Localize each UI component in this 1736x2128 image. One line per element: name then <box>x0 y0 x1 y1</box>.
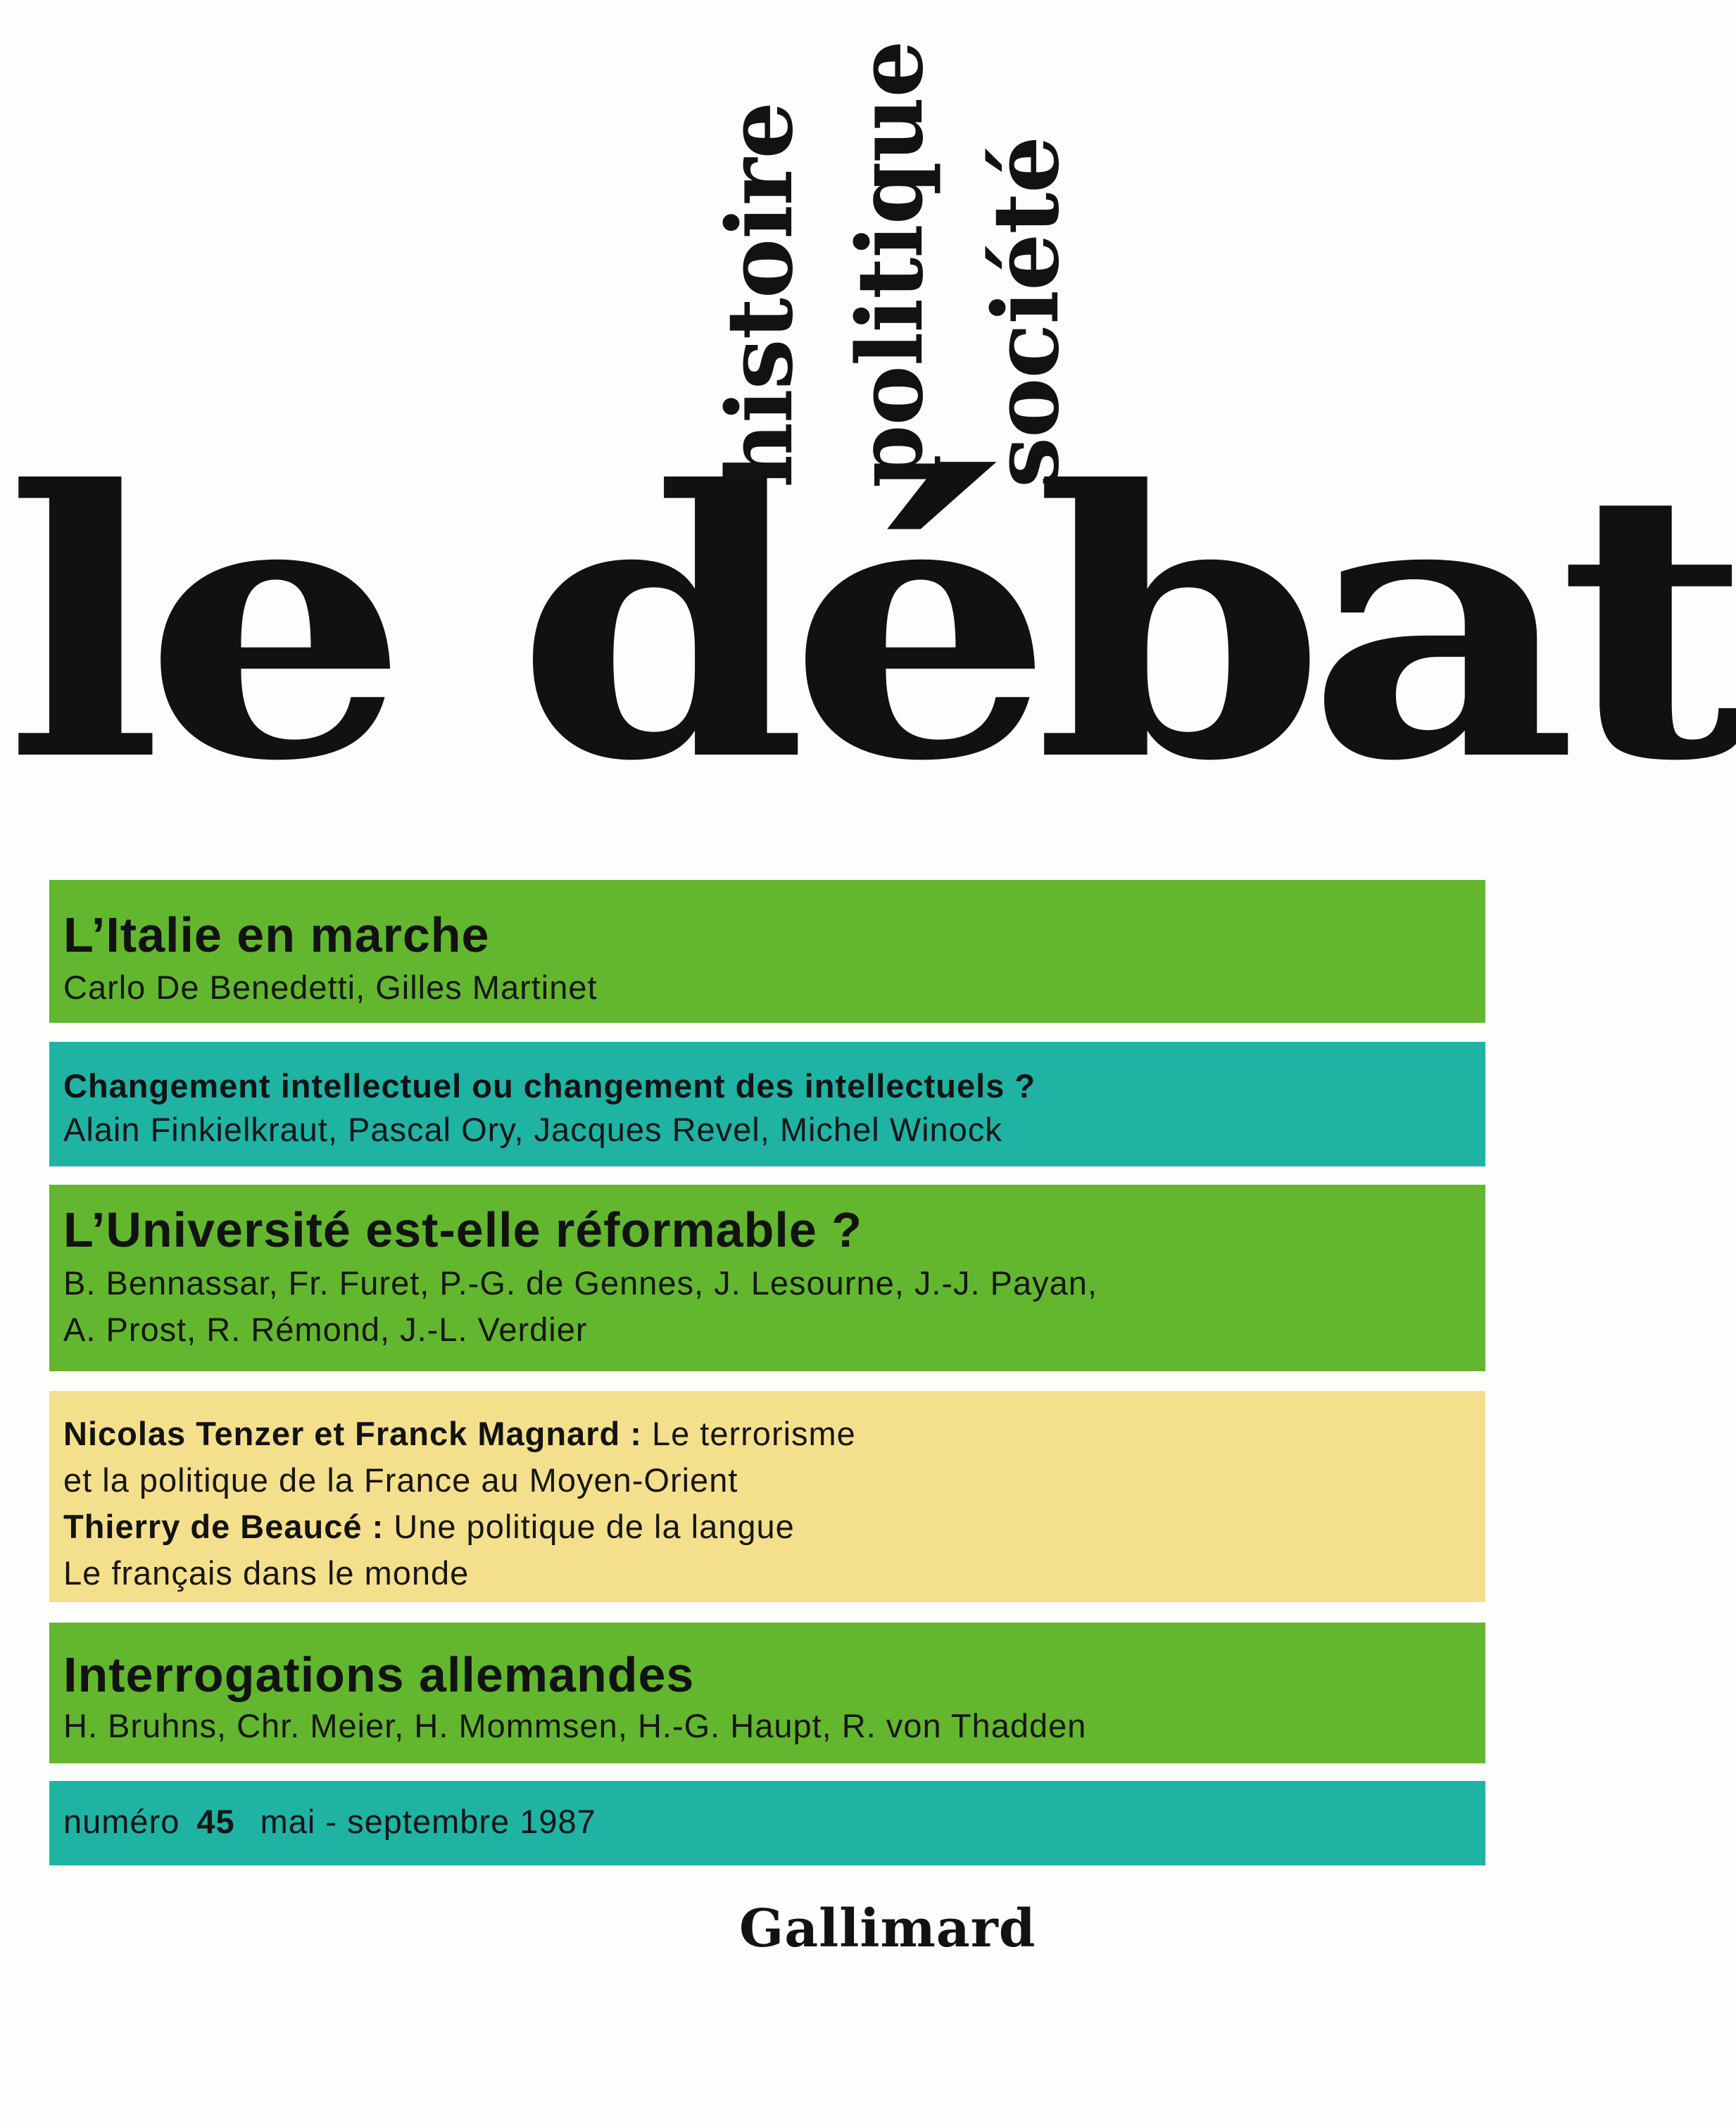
article-1-line2: et la politique de la France au Moyen-Orient <box>63 1461 738 1499</box>
article-2-line2: Le français dans le monde <box>63 1554 470 1592</box>
subtitle-word-histoire: histoire <box>707 102 813 488</box>
section-italie <box>49 880 1485 1023</box>
issue-number: 45 <box>196 1803 235 1840</box>
issue-period: mai - septembre 1987 <box>260 1803 596 1840</box>
article-2-author: Thierry de Beaucé : <box>63 1508 384 1545</box>
masthead-title: le débat <box>4 411 1732 841</box>
article-2-title: Une politique de la langue <box>384 1508 795 1545</box>
subtitle-word-politique: politique <box>838 41 943 488</box>
publisher-name: Gallimard <box>739 1899 1036 1959</box>
section-heading: L’Université est-elle réformable ? <box>63 1202 862 1257</box>
article-1-line1 <box>63 1411 1485 1457</box>
issue-band <box>49 1781 1485 1865</box>
section-changement <box>49 1042 1485 1166</box>
article-1-author: Nicolas Tenzer et Franck Magnard : <box>63 1415 642 1452</box>
section-authors-line1: B. Bennassar, Fr. Furet, P.-G. de Gennes, J. Lesourne, J.-J. Payan, <box>63 1264 1097 1302</box>
section-authors-line2: A. Prost, R. Rémond, J.-L. Verdier <box>63 1311 588 1348</box>
section-allemandes <box>49 1623 1485 1763</box>
section-authors: H. Bruhns, Chr. Meier, H. Mommsen, H.-G. Haupt, R. von Thadden <box>63 1707 1087 1744</box>
issue-info <box>63 1801 1485 1843</box>
section-heading: Changement intellectuel ou changement des intellectuels ? <box>63 1067 1036 1104</box>
section-articles <box>49 1391 1485 1602</box>
section-universite <box>49 1185 1485 1371</box>
section-heading: Interrogations allemandes <box>63 1647 695 1702</box>
section-heading: L’Italie en marche <box>63 907 490 962</box>
section-authors: Carlo De Benedetti, Gilles Martinet <box>63 969 598 1006</box>
section-authors: Alain Finkielkraut, Pascal Ory, Jacques Revel, Michel Winock <box>63 1111 1002 1148</box>
article-2-line1 <box>63 1504 1485 1550</box>
subtitle-word-societe: société <box>974 137 1079 488</box>
article-1-title: Le terrorisme <box>641 1415 856 1452</box>
issue-label: numéro <box>63 1803 180 1840</box>
